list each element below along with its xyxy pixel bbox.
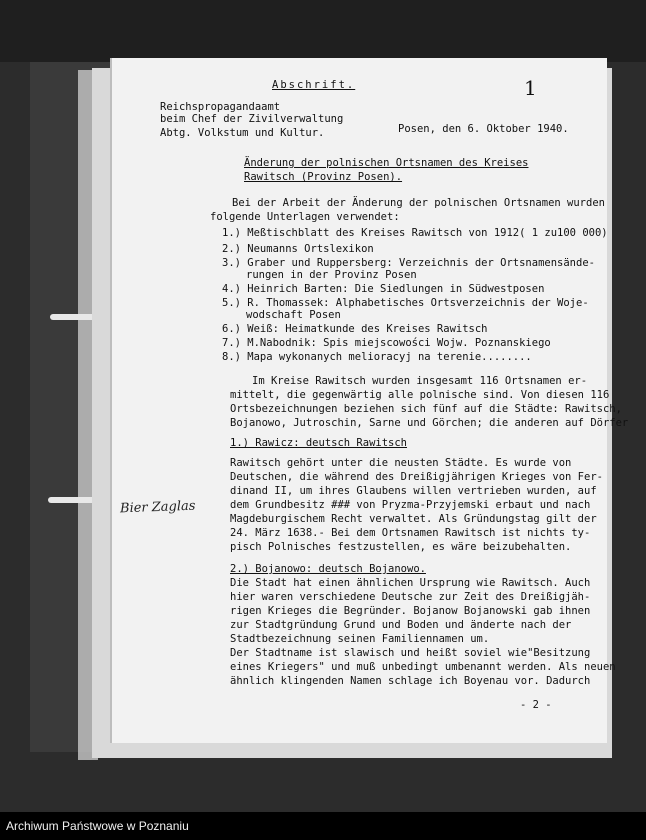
document-page bbox=[112, 58, 629, 743]
sender-line: Reichspropagandaamt bbox=[160, 101, 281, 113]
paragraph-line: mittelt, die gegenwärtig alle polnische sind. Von diesen 116 bbox=[230, 389, 610, 401]
subject-line: Rawitsch (Provinz Posen). bbox=[244, 171, 403, 183]
section-line: Stadtbezeichnung seinen Familiennamen um. bbox=[230, 633, 490, 645]
source-item: 4.) Heinrich Barten: Die Siedlungen in Südwestposen bbox=[222, 283, 545, 295]
section-line: zur Stadtgründung Grund und Boden und änderte nach der bbox=[230, 619, 572, 631]
page-mark: 1 bbox=[524, 76, 537, 100]
section-line: Deutschen, die während des Dreißigjährigen Krieges von Fer- bbox=[230, 471, 603, 483]
section-line: pisch Polnisches festzustellen, es wäre beizubehalten. bbox=[230, 541, 572, 553]
section-line: rigen Krieges die Begründer. Bojanow Bojanowski gab ihnen bbox=[230, 605, 591, 617]
source-item: 7.) M.Nabodnik: Spis miejscowości Wojw. Poznanskiego bbox=[222, 337, 551, 349]
archive-credit: Archiwum Państwowe w Poznaniu bbox=[6, 819, 189, 833]
section-line: dinand II, um ihres Glaubens willen vertrieben wurden, auf bbox=[230, 485, 597, 497]
section-line: dem Grundbesitz ### von Pryzma-Przyjemski erbaut und nach bbox=[230, 499, 591, 511]
section-line: hier waren verschiedene Deutsche zur Zeit des Dreißigjäh- bbox=[230, 591, 591, 603]
sender-line: beim Chef der Zivilverwaltung bbox=[160, 113, 344, 125]
source-item: 8.) Mapa wykonanych melioracyj na terenie........ bbox=[222, 351, 532, 363]
paragraph-line: Bojanowo, Jutroschin, Sarne und Görchen; die anderen auf Dörfer bbox=[230, 417, 629, 429]
page-footer: - 2 - bbox=[520, 699, 552, 711]
source-item-continued: wodschaft Posen bbox=[246, 309, 341, 321]
source-item: 3.) Graber und Ruppersberg: Verzeichnis der Ortsnamensände- bbox=[222, 257, 595, 269]
section-line: Die Stadt hat einen ähnlichen Ursprung wie Rawitsch. Auch bbox=[230, 577, 591, 589]
section-title: 1.) Rawicz: deutsch Rawitsch bbox=[230, 437, 408, 449]
subject-line: Änderung der polnischen Ortsnamen des Kreises bbox=[244, 157, 529, 169]
intro-line: folgende Unterlagen verwendet: bbox=[210, 211, 400, 223]
source-item-continued: rungen in der Provinz Posen bbox=[246, 269, 417, 281]
section-line: eines Kriegers" und muß unbedingt umbenannt werden. Als neuen bbox=[230, 661, 616, 673]
handwritten-margin-note: Bier Zaglas bbox=[119, 498, 196, 517]
section-line: Magdeburgischem Recht verwaltet. Als Gründungstag gilt der bbox=[230, 513, 597, 525]
source-item: 5.) R. Thomassek: Alphabetisches Ortsverzeichnis der Woje- bbox=[222, 297, 589, 309]
source-item: 6.) Weiß: Heimatkunde des Kreises Rawitsch bbox=[222, 323, 488, 335]
source-item: 2.) Neumanns Ortslexikon bbox=[222, 243, 374, 255]
section-line: Der Stadtname ist slawisch und heißt soviel wie"Besitzung bbox=[230, 647, 591, 659]
sender-line: Abtg. Volkstum und Kultur. bbox=[160, 127, 325, 139]
section-title: 2.) Bojanowo: deutsch Bojanowo. bbox=[230, 563, 426, 575]
paragraph-line: Im Kreise Rawitsch wurden insgesamt 116 Ortsnamen er- bbox=[252, 375, 588, 387]
section-line: Rawitsch gehört unter die neusten Städte. Es wurde von bbox=[230, 457, 572, 469]
section-line: 24. März 1638.- Bei dem Ortsnamen Rawitsch ist nichts ty- bbox=[230, 527, 591, 539]
scan-top-shadow bbox=[0, 0, 646, 62]
document-heading: Abschrift. bbox=[272, 79, 356, 91]
source-item: 1.) Meßtischblatt des Kreises Rawitsch von 1912( 1 zu100 000) bbox=[222, 227, 608, 239]
intro-line: Bei der Arbeit der Änderung der polnischen Ortsnamen wurden bbox=[232, 197, 605, 209]
section-line: ähnlich klingenden Namen schlage ich Boyenau vor. Dadurch bbox=[230, 675, 591, 687]
place-date: Posen, den 6. Oktober 1940. bbox=[398, 123, 569, 135]
paragraph-line: Ortsbezeichnungen beziehen sich fünf auf die Städte: Rawitsch, bbox=[230, 403, 622, 415]
